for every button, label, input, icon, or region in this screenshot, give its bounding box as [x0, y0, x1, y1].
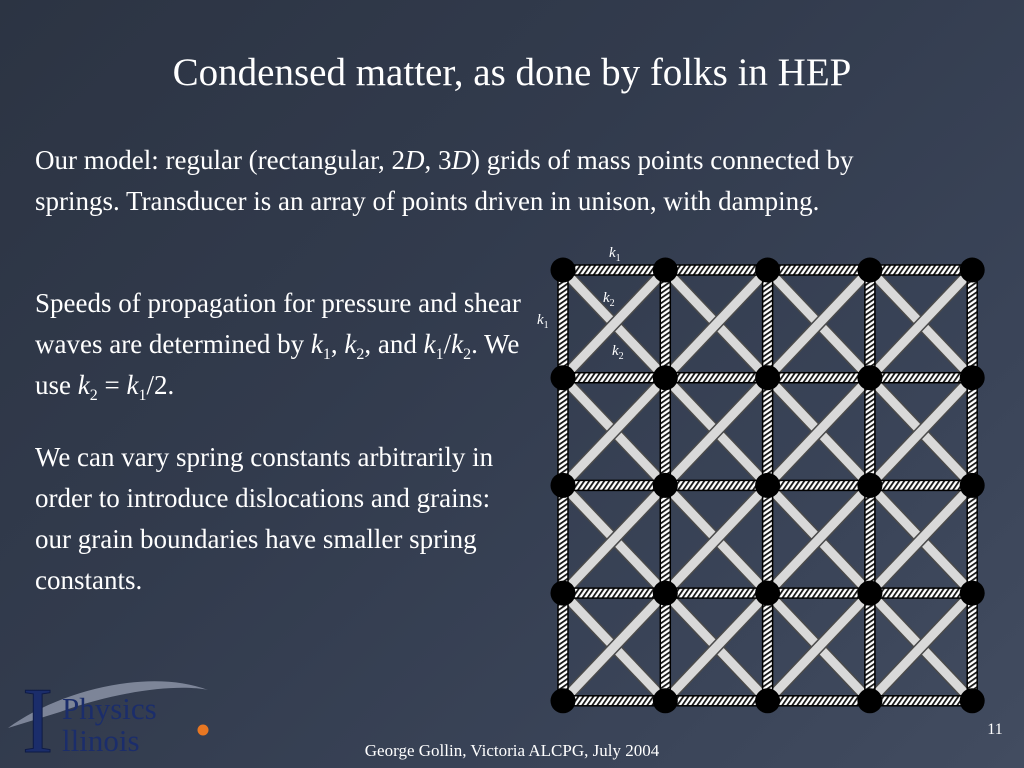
mass-point — [653, 473, 678, 498]
mass-point — [653, 365, 678, 390]
mass-point — [960, 258, 985, 283]
page-number: 11 — [987, 721, 1003, 738]
mass-point — [857, 581, 882, 606]
mass-point — [653, 581, 678, 606]
logo-physics-text: Physics — [62, 691, 157, 726]
horizontal-spring — [665, 480, 767, 490]
model-2d-d: D — [405, 145, 425, 175]
model-paragraph — [35, 140, 935, 222]
vary-paragraph: We can vary spring constants arbitrarily in order to introduce dislocations and grains: our grain boundaries have smaller spring constants. — [35, 442, 494, 595]
mass-point — [755, 258, 780, 283]
vertical-spring — [660, 270, 670, 378]
mass-point — [551, 473, 576, 498]
mass-point — [960, 365, 985, 390]
horizontal-spring — [563, 373, 665, 383]
k-sub: 2 — [89, 387, 98, 404]
k-var: k — [451, 329, 464, 359]
horizontal-spring — [563, 588, 665, 598]
mass-point — [755, 581, 780, 606]
vertical-spring — [558, 485, 568, 593]
horizontal-spring — [665, 373, 767, 383]
mass-point — [857, 365, 882, 390]
horizontal-spring — [768, 588, 870, 598]
mass-point — [551, 688, 576, 713]
vertical-spring — [763, 378, 773, 486]
horizontal-spring — [870, 480, 972, 490]
vertical-spring — [660, 485, 670, 593]
mass-point — [653, 688, 678, 713]
mass-point — [857, 473, 882, 498]
k2-upper-label: $k_2$ — [603, 290, 615, 309]
mass-point — [551, 581, 576, 606]
model-text-3: ) grids of mass points connected by springs. Transducer is an array of points driven in unison, with damping. — [35, 145, 854, 216]
horizontal-spring — [665, 588, 767, 598]
mass-point — [653, 258, 678, 283]
tail-text: /2. — [146, 370, 175, 400]
model-text-2: , 3 — [424, 145, 452, 175]
horizontal-spring — [665, 696, 767, 706]
k-sub: 1 — [435, 346, 444, 363]
k-var: k — [423, 329, 436, 359]
spring-labels — [537, 245, 624, 362]
vertical-spring — [865, 593, 875, 701]
vertical-spring — [558, 593, 568, 701]
slide-title: Condensed matter, as done by folks in HEP — [172, 51, 852, 94]
model-text-1: Our model: regular (rectangular, 2 — [35, 145, 406, 175]
horizontal-spring — [768, 696, 870, 706]
horizontal-spring — [870, 696, 972, 706]
k-var: k — [344, 329, 357, 359]
horizontal-spring — [563, 265, 665, 275]
mass-point — [960, 581, 985, 606]
horizontal-spring — [768, 265, 870, 275]
logo-illinois-text: llinois — [62, 723, 140, 758]
speeds-lead-text: Speeds of propagation for pressure and shear waves are determined by — [35, 288, 521, 359]
mass-point — [755, 688, 780, 713]
vertical-spring — [865, 485, 875, 593]
vertical-spring — [763, 593, 773, 701]
vertical-spring — [558, 270, 568, 378]
mass-point — [960, 473, 985, 498]
vertical-spring — [660, 593, 670, 701]
horizontal-spring — [563, 696, 665, 706]
footer-credit: George Gollin, Victoria ALCPG, July 2004 — [364, 741, 660, 760]
vertical-spring — [660, 378, 670, 486]
k-sub: 1 — [322, 346, 331, 363]
k-sub: 2 — [463, 346, 472, 363]
vertical-spring — [967, 270, 977, 378]
horizontal-spring — [768, 373, 870, 383]
spring-lattice-diagram — [530, 238, 1000, 718]
vertical-spring — [865, 270, 875, 378]
horizontal-spring — [563, 480, 665, 490]
and-sep: , and — [364, 329, 424, 359]
vertical-spring — [558, 378, 568, 486]
vertical-spring — [967, 593, 977, 701]
k-sub: 1 — [138, 387, 147, 404]
k-var: k — [310, 329, 323, 359]
logo-big-i: I — [22, 669, 54, 762]
vertical-spring — [967, 378, 977, 486]
horizontal-spring — [768, 480, 870, 490]
mass-point — [551, 258, 576, 283]
slash-sep: / — [443, 329, 452, 359]
mass-point — [551, 365, 576, 390]
logo-orange-dot — [198, 725, 209, 736]
vertical-spring — [763, 485, 773, 593]
horizontal-spring — [870, 265, 972, 275]
k-var: k — [77, 370, 90, 400]
speeds-paragraph — [35, 283, 525, 406]
we-use-text: . We use — [35, 329, 520, 400]
horizontal-spring — [870, 588, 972, 598]
horizontal-spring — [665, 265, 767, 275]
equals-sep: = — [97, 370, 127, 400]
k1-top-label: $k_1$ — [609, 245, 621, 264]
k1-left-label: $k_1$ — [537, 312, 549, 331]
vertical-spring — [967, 485, 977, 593]
vertical-spring — [865, 378, 875, 486]
mass-point — [755, 473, 780, 498]
model-3d-d: D — [451, 145, 472, 175]
mass-point — [857, 258, 882, 283]
mass-point — [857, 688, 882, 713]
comma-sep: , — [330, 329, 345, 359]
vertical-spring — [763, 270, 773, 378]
horizontal-spring — [870, 373, 972, 383]
k-sub: 2 — [356, 346, 365, 363]
k2-lower-label: $k_2$ — [612, 343, 624, 362]
mass-point — [755, 365, 780, 390]
mass-point — [960, 688, 985, 713]
k-var: k — [126, 370, 139, 400]
